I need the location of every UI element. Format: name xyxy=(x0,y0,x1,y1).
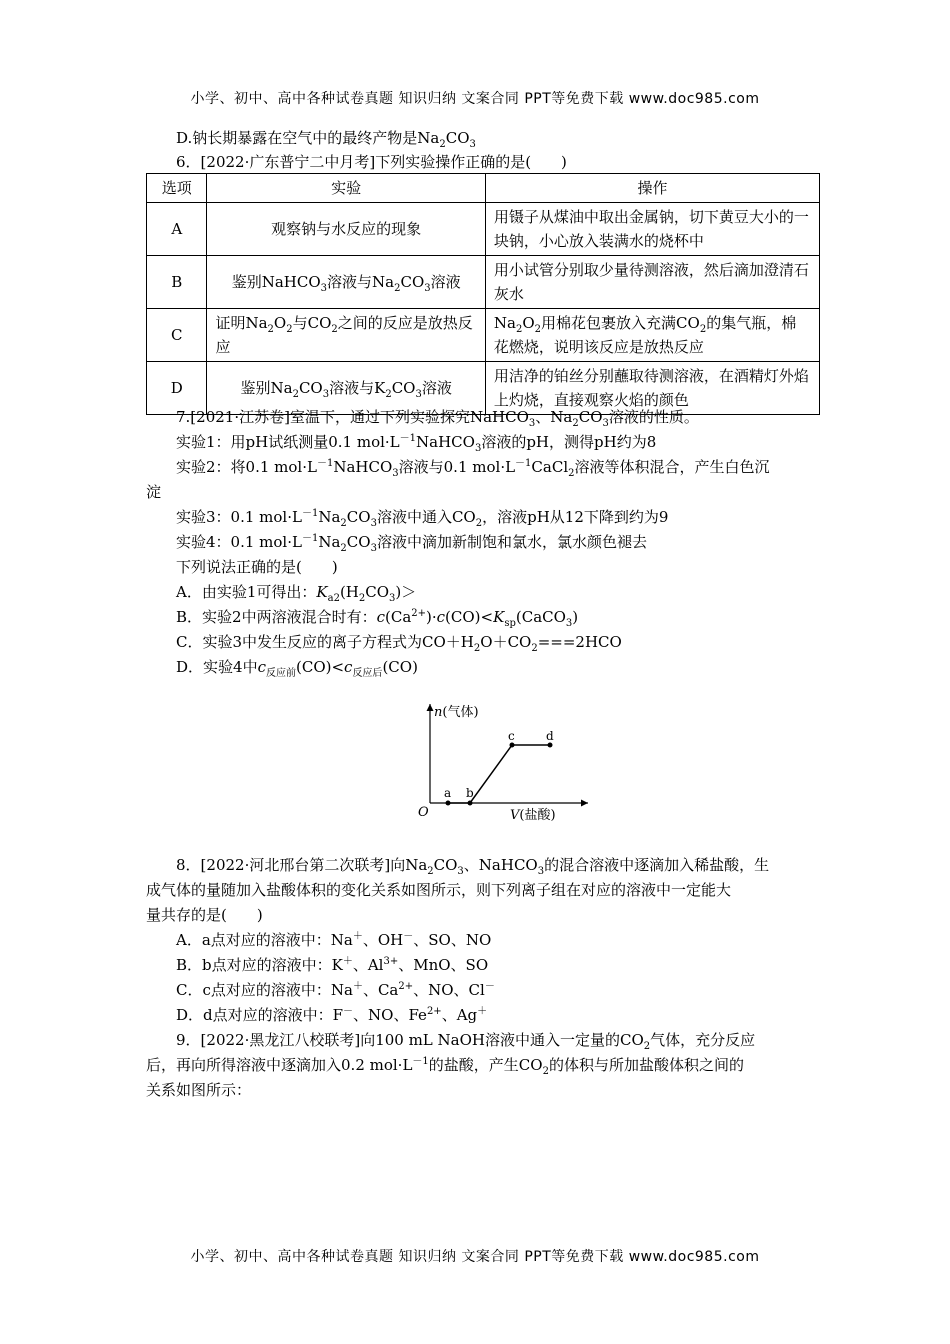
row-experiment: 观察钠与水反应的现象 xyxy=(207,203,485,256)
q8-option-d: D．d点对应的溶液中：F－、NO、$Fe^{2+}$、Ag＋ xyxy=(176,1006,488,1024)
header-option: 选项 xyxy=(147,174,207,203)
row-option: B xyxy=(147,256,207,309)
row-option: A xyxy=(147,203,207,256)
x-axis-label: V(盐酸) xyxy=(510,808,556,823)
point-a xyxy=(446,801,451,806)
q7-experiment-1: 实验1：用pH试纸测量0.1 $mol\cdot L^{-1}NaHCO_3$溶液的pH，测得pH约为8 xyxy=(176,433,657,454)
y-axis-label: n(气体) xyxy=(434,705,479,720)
gas-volume-graph xyxy=(418,700,598,825)
header-experiment: 实验 xyxy=(207,174,485,203)
point-c-label: c xyxy=(508,729,515,743)
q8-stem-line-3: 量共存的是( ) xyxy=(146,906,263,924)
q5-option-d: D.钠长期暴露在空气中的最终产物是$Na_2CO_3$ xyxy=(176,129,476,150)
q8-stem-line-2: 成气体的量随加入盐酸体积的变化关系如图所示，则下列离子组在对应的溶液中一定能大 xyxy=(146,881,732,899)
row-operation: 用洁净的铂丝分别蘸取待测溶液，在酒精灯外焰上灼烧，直接观察火焰的颜色 xyxy=(485,362,819,415)
page-header: 小学、初中、高中各种试卷真题 知识归纳 文案合同 PPT等免费下载 www.doc985.com xyxy=(190,91,760,107)
point-b xyxy=(468,801,473,806)
row-operation: 用镊子从煤油中取出金属钠，切下黄豆大小的一块钠，小心放入装满水的烧杯中 xyxy=(485,203,819,256)
q8-option-b: B．b点对应的溶液中：K＋、$Al^{3+}$、MnO、SO xyxy=(176,956,489,974)
q7-option-c: C．实验3中发生反应的离子方程式为$CO+H_2O+CO_2===2HCO$ xyxy=(176,633,622,654)
point-b-label: b xyxy=(466,786,474,800)
row-option: C xyxy=(147,309,207,362)
q7-question: 下列说法正确的是( ) xyxy=(176,558,338,576)
q7-option-b: B．实验2中两溶液混合时有：$c(Ca^{2+})\cdot c(CO)<K_{sp}(CaCO_3)$ xyxy=(176,608,579,629)
q7-experiment-3: 实验3：0.1 $mol\cdot L^{-1}Na_2CO_3$溶液中通入$CO_2$，溶液pH从12下降到约为9 xyxy=(176,508,669,529)
q7-experiment-2: 实验2：将0.1 $mol\cdot L^{-1}NaHCO_3$溶液与0.1 $mol\cdot L^{-1}CaCl_2$溶液等体积混合，产生白色沉 xyxy=(176,458,770,479)
point-a-label: a xyxy=(444,786,452,800)
row-experiment: 证明$Na_2O_2$与$CO_2$之间的反应是放热反应 xyxy=(207,309,485,362)
row-operation: $Na_2O_2$用棉花包裹放入充满$CO_2$的集气瓶，棉花燃烧，说明该反应是放热反应 xyxy=(485,309,819,362)
q9-stem-line-3: 关系如图所示： xyxy=(146,1081,252,1099)
row-experiment: 鉴别NaHCO$_3$溶液与$Na_2CO_3$溶液 xyxy=(207,256,485,309)
page-footer: 小学、初中、高中各种试卷真题 知识归纳 文案合同 PPT等免费下载 www.doc985.com xyxy=(190,1249,760,1265)
row-operation: 用小试管分别取少量待测溶液，然后滴加澄清石灰水 xyxy=(485,256,819,309)
q9-stem-line-2: 后，再向所得溶液中逐滴加入0.2 $mol\cdot L^{-1}$的盐酸，产生$CO_2$的体积与所加盐酸体积之间的 xyxy=(146,1056,744,1077)
table-row xyxy=(147,256,820,309)
q9-stem-line-1: 9．[2022·黑龙江八校联考]向100 mL NaOH溶液中通入一定量的$CO_2$气体，充分反应 xyxy=(176,1031,756,1052)
q7-option-a: A．由实验1可得出：$K_{a2}(H_2CO_3)>$ xyxy=(176,583,417,604)
q6-table xyxy=(146,173,820,415)
point-c xyxy=(510,743,515,748)
table-row xyxy=(147,203,820,256)
gas-curve xyxy=(448,745,550,803)
header-operation: 操作 xyxy=(485,174,819,203)
q7-option-d: D．实验4中$c_{反应前}(CO)<c_{反应后}(CO)$ xyxy=(176,658,418,679)
origin-label: O xyxy=(418,805,429,820)
table-header-row xyxy=(147,174,820,203)
q8-option-c: C．c点对应的溶液中：Na＋、$Ca^{2+}$、NO、Cl－ xyxy=(176,981,495,999)
row-option: D xyxy=(147,362,207,415)
row-experiment: 鉴别$Na_2CO_3$溶液与$K_2CO_3$溶液 xyxy=(207,362,485,415)
table-row xyxy=(147,309,820,362)
point-d xyxy=(548,743,553,748)
q7-experiment-2-cont: 淀 xyxy=(146,483,162,501)
point-d-label: d xyxy=(546,729,554,743)
q6-stem: 6．[2022·广东普宁二中月考]下列实验操作正确的是( ) xyxy=(176,153,567,171)
q8-option-a: A．a点对应的溶液中：Na＋、OH－、SO、NO xyxy=(176,931,492,949)
q7-stem: 7.[2021·江苏卷]室温下，通过下列实验探究NaHCO$_3$、$Na_2CO_3$溶液的性质。 xyxy=(176,408,699,429)
q7-experiment-4: 实验4：0.1 $mol\cdot L^{-1}Na_2CO_3$溶液中滴加新制饱和氯水，氯水颜色褪去 xyxy=(176,533,647,554)
q8-stem-line-1: 8．[2022·河北邢台第二次联考]向$Na_2CO_3$、NaHCO$_3$的混合溶液中逐滴加入稀盐酸，生 xyxy=(176,856,770,877)
